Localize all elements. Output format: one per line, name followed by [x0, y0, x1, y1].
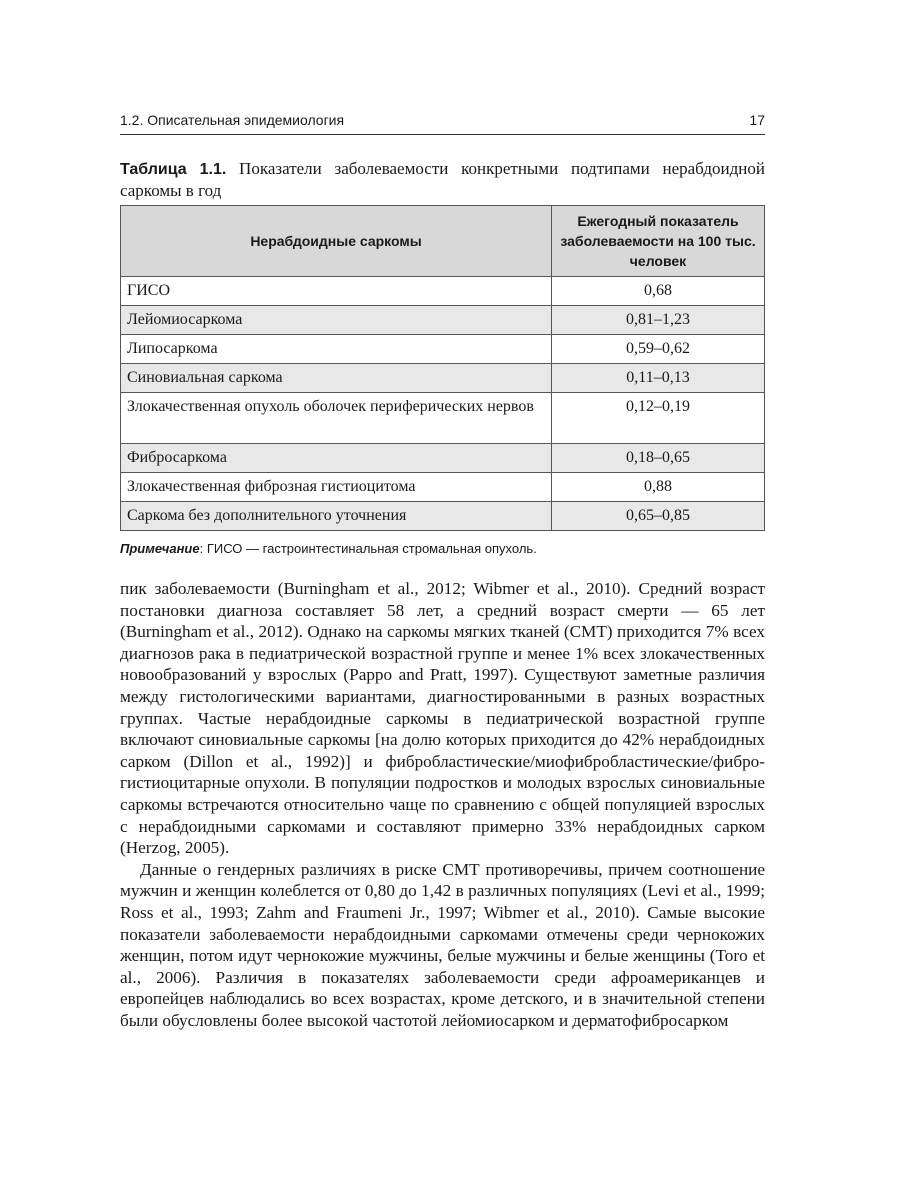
table-note — [120, 541, 765, 556]
incidence-table — [120, 205, 765, 531]
table-row — [121, 393, 765, 444]
note-text: : ГИСО — гастроинтестинальная стромальная опухоль. — [199, 541, 537, 556]
running-header — [120, 112, 765, 134]
table-row — [121, 277, 765, 306]
paragraph: Данные о гендерных различиях в риске СМТ противоречивы, причем соотношение мужчин и женщин колеблется от 0,80 до 1,42 в различных популяциях (Levi et al., 1999; Ross et al., 1993; Zahm and Fraumeni Jr., 1997; Wibmer et al., 2010). Самые высокие показатели заболеваемости нерабдоидными саркомами отмечены среди чернокожих женщин, потом идут чернокожие мужчины, белые мужчины и белые женщины (Toro et al., 2006). Различия в показателях заболеваемости среди афроамериканцев и европейцев наблюдались во всех возрастах, кроме детского, и в значительной степени были обусловлены более высокой частотой лейомиосарком и дерматофибросарком — [120, 859, 765, 1030]
table-row — [121, 444, 765, 473]
row-value: 0,68 — [552, 277, 765, 306]
table-row — [121, 364, 765, 393]
body-text — [120, 578, 765, 1031]
row-value: 0,12–0,19 — [552, 393, 765, 444]
column-header-sarcomas: Нерабдоидные саркомы — [121, 206, 552, 277]
row-value: 0,18–0,65 — [552, 444, 765, 473]
paragraph: пик заболеваемости (Burningham et al., 2012; Wibmer et al., 2010). Средний возраст постановки диагноза составляет 58 лет, а средний возраст смерти — 65 лет (Burningham et al., 2012). Однако на саркомы мягких тканей (СМТ) приходится 7% всех диагнозов рака в педиатрической возрастной группе и менее 1% всех злокачественных новообразований у взрослых (Pappo and Pratt, 1997). Существуют заметные различия между гистологическими вариантами, диагностированными в разных возрастных группах. Частые нерабдоидные саркомы в педиатрической возрастной группе включают синовиальные саркомы [на долю которых приходится до 42% нерабдоидных сарком (Dillon et al., 1992)] и фибробластические/миофибробластические/фиброгистиоцитарные опухоли. В популяции подростков и молодых взрослых синовиальные саркомы встречаются относительно чаще по сравнению с общей популяцией взрослых с нерабдоидными саркомами и составляют примерно 33% нерабдоидных сарком (Herzog, 2005). — [120, 579, 765, 858]
section-title: 1.2. Описательная эпидемиология — [120, 112, 345, 128]
row-name: Лейомиосаркома — [121, 306, 552, 335]
table-caption — [120, 158, 765, 201]
table-row — [121, 473, 765, 502]
column-header-incidence: Ежегодный показатель заболеваемости на 100 тыс. человек — [552, 206, 765, 277]
row-name: ГИСО — [121, 277, 552, 306]
table-row — [121, 502, 765, 531]
row-name: Липосаркома — [121, 335, 552, 364]
row-name: Фибросаркома — [121, 444, 552, 473]
table-header-row — [121, 206, 765, 277]
row-value: 0,81–1,23 — [552, 306, 765, 335]
table-row — [121, 335, 765, 364]
row-value: 0,88 — [552, 473, 765, 502]
row-name: Злокачественная фиброзная гистиоцитома — [121, 473, 552, 502]
row-name: Саркома без дополнительного уточнения — [121, 502, 552, 531]
page-number: 17 — [749, 112, 765, 128]
row-value: 0,65–0,85 — [552, 502, 765, 531]
row-name: Синовиальная саркома — [121, 364, 552, 393]
table-caption-label: Таблица 1.1. — [120, 161, 227, 178]
table-caption-text: Показатели заболеваемости конкретными подтипами нерабдоидной саркомы в год — [120, 159, 765, 200]
row-value: 0,59–0,62 — [552, 335, 765, 364]
table-row — [121, 306, 765, 335]
row-value: 0,11–0,13 — [552, 364, 765, 393]
row-name: Злокачественная опухоль оболочек периферических нервов — [121, 393, 552, 444]
header-rule — [120, 134, 765, 135]
note-label: Примечание — [120, 541, 200, 556]
